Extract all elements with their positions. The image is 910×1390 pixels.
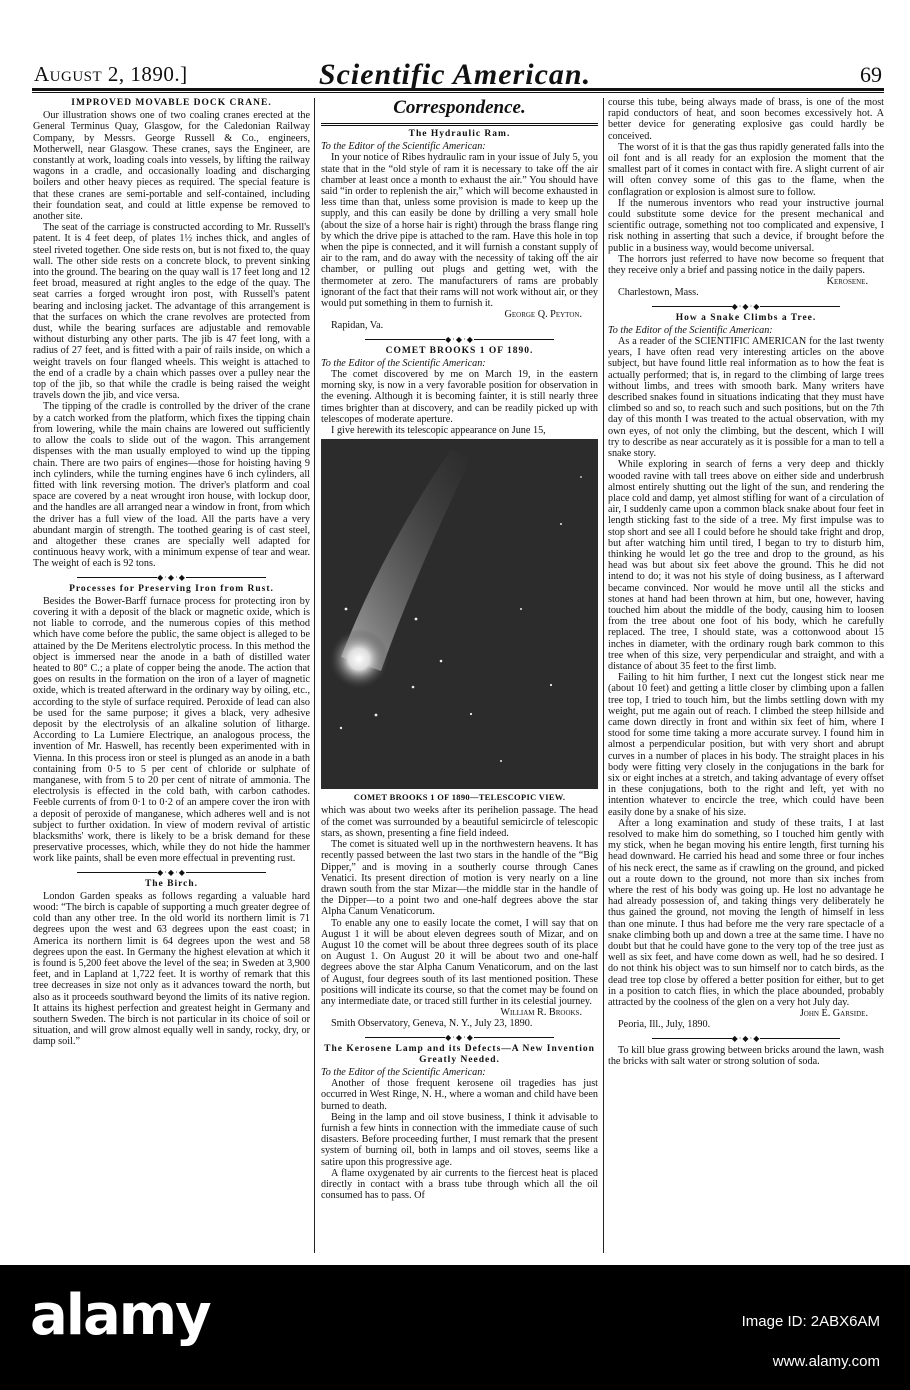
- column-middle: [321, 97, 598, 1201]
- paragraph: Being in the lamp and oil stove business, I think it advisable to furnish a few hints in connection with the immediate cause of such disasters. Before proceeding further, I must remark that the present system of burning oil, both in lamps and oil stoves, seems like a satire upon this progressive age.: [321, 1111, 598, 1168]
- ornament-divider: ◆·◆·◆: [33, 573, 310, 582]
- watermark-url: www.alamy.com: [772, 1353, 880, 1370]
- paragraph: After a long examination and study of these traits, I at last resolved to make him do something, so I touched him gently with my stick, when he began moving his entire length, first turning his head downward. He carried his head and some three or four inches of his neck erect, the same as if crawling on the ground, and picked out a route down to the ground, not more than six inches from where the rest of his body was going up. He lost no advantage he had already possession of, and taking things very deliberately he thus gained the ground, not moving the length of himself in less than one minute. I thus had before me the very rare spectacle of a snake climbing both up and down a tree at the same time. I have no doubt but that he could have gone to the very top of the tree just as well as six feet, and have come down as well, had he so desired. I do not think his object was to sun himself nor to catch birds, as the dead tree top close by offered a better position for either, but to get in a position to catch flies, in which the place abounded, probably attracted by the coolness of the glen on a very hot July day.: [608, 817, 884, 1009]
- header-rule: [32, 88, 884, 93]
- paragraph: The seat of the carriage is constructed according to Mr. Russell's patent. It is 4 feet deep, of plates 1½ inches thick, and angles of steel riveted together. One side rests on, but is not fixed to, the quay wall. The other side rests on a concrete block, to prevent sinking into the ground. The bearing on the quay wall is 17 feet long and 12 feet broad, measured at right angles to the edge of the quay. The seat carries a forged wrought iron post, with Russell's patent bearing and inclosing jacket. The advantage of this arrangement is that the surfaces on which the crane revolves are protected from dust, while the bearing surfaces are adjustable and removable without disturbing any other parts. The jib is 47 feet long, with a radius of 27 feet, and is fitted with a pair of rails inside, on which a weight travels on four flanged wheels. This weight is attached to the end of a cradle by a chain which passes over a pulley near the top of the jib, so that while the cradle is being raised the weight travels down the jib, and vice versa.: [33, 222, 310, 402]
- paragraph: course this tube, being always made of brass, is one of the most rapid conductors of heat, and soon becomes excessively hot. A better device for generating explosive gas could hardly be conceived.: [608, 97, 884, 142]
- paragraph: The horrors just referred to have now become so frequent that they receive only a brief and passing notice in the daily papers.: [608, 253, 884, 277]
- dateline: Charlestown, Mass.: [618, 287, 699, 299]
- dateline: Smith Observatory, Geneva, N. Y., July 23, 1890.: [331, 1018, 533, 1030]
- article-title-snake: How a Snake Climbs a Tree.: [675, 312, 817, 323]
- comet-head: [329, 629, 389, 689]
- ornament-divider: ◆·◆·◆: [321, 1033, 598, 1042]
- salutation: To the Editor of the Scientific American:: [608, 324, 773, 336]
- masthead-title: Scientific American.: [318, 58, 592, 91]
- signature: George Q. Peyton.: [504, 309, 582, 321]
- issue-date: August 2, 1890.]: [34, 62, 188, 86]
- signature: Kerosene.: [826, 276, 868, 288]
- paragraph: London Garden speaks as follows regarding a valuable hard wood: “The birch is capable of supporting a much greater degree of cold than any other tree. In the old world its northern limit is 71 degrees upon the west and 63 degrees upon the east coast; in America its northern limit is 64 degrees upon the west and 58 degrees upon the east. In Germany the highest elevation at which it is found is 5,200 feet above the level of the sea; in Sweden at 3,900 feet, and in Lapland at 1,722 feet. It is worthy of remark that this tree decreases in size not only as it advances toward the north, but also as it proceeds southward beyond the limits of its native region. It attains its highest perfection and greatest height in Germany and southern Sweden. The birch is not particular in its choice of soil or situation, and will grow almost equally well in sandy, rocky, dry, or damp soil.”: [33, 890, 310, 1048]
- ornament-divider: ◆·◆·◆: [608, 1034, 884, 1043]
- paragraph: As a reader of the SCIENTIFIC AMERICAN for the last twenty years, I have often read very interesting articles on the above subject, but have found little real information as to how the feat is actually performed; that is, in regard to the climbing of large trees without limbs, and trees with smooth bark. Many writers have described snakes found in situations indicating that they must have climbed so and so, to reach such and such positions, but on the 7th day of this month I was treated to the actual observation, with my own eyes, of not only the climbing, but the descent, which I will try to describe as near accurately as it is possible for a man to tell a snake story.: [608, 336, 884, 460]
- paragraph: The comet is situated well up in the northwestern heavens. It has recently passed between the last two stars in the handle of the “Big Dipper,” and is moving in a southerly course through Canes Venatici. Its present direction of motion is very nearly on a line drawn south from the star Mizar—the middle star in the handle of the Dipper—to a point two and one-half degrees above the star Alpha Canum Venaticorum.: [321, 839, 598, 918]
- salutation: To the Editor of the Scientific American:: [321, 357, 486, 369]
- column-right: [608, 97, 884, 1067]
- signature: John E. Garside.: [799, 1008, 868, 1020]
- article-title-crane: IMPROVED MOVABLE DOCK CRANE.: [71, 98, 272, 108]
- dateline: Rapidan, Va.: [331, 320, 384, 332]
- article-title-kerosene: The Kerosene Lamp and its Defects—A New Invention Greatly Needed.: [324, 1043, 595, 1065]
- alamy-logo: alamy: [30, 1283, 210, 1348]
- dateline: Peoria, Ill., July, 1890.: [618, 1019, 711, 1031]
- article-title-comet: COMET BROOKS 1 OF 1890.: [385, 345, 534, 356]
- column-left: [33, 97, 310, 1048]
- paragraph: To kill blue grass growing between bricks around the lawn, wash the bricks with salt water or strong solution of soda.: [608, 1044, 884, 1067]
- ornament-divider: ◆·◆·◆: [608, 302, 884, 311]
- figure-caption: COMET BROOKS 1 OF 1890—TELESCOPIC VIEW.: [353, 792, 566, 803]
- watermark-banner: [0, 1265, 910, 1390]
- ornament-divider: ◆·◆·◆: [321, 335, 598, 344]
- paragraph: Besides the Bower-Barff furnace process for protecting iron by covering it with a deposit of the black or magnetic oxide, which is not liable to corrode, and the numerous copies of this method which have come before the public, the same object is alleged to be attained by the De Meritens electrolytic process. In this method the object is immersed near the anode in a bath of distilled water heated to 80° C.; a plate of copper being the anode. The action that goes on results in the formation on the iron of a layer of magnetic oxide, which is treated afterward in the ordinary way by oiling, etc., according to the style of surface required. Peroxide of lead can also be used for the same purpose; it gives a black, very adhesive deposit by the electrolysis of an alkaline solution of litharge. According to La Lumiere Electrique, an analogous process, the invention of Mr. Haswell, has recently been experimented with in Vienna. In this process iron or steel is plunged as an anode in a bath containing from 0·5 to 5 per cent of chloride or sulphate of manganese, with from 5 to 20 per cent of nitrate of ammonia. The electrolysis is effected in the cold bath, with carbon cathodes. Feeble currents of from 0·1 to 0·2 of an ampere cover the iron with a deposit of peroxide of manganese, which adheres well and is not subject to further oxidation. In view of modern revival of artistic blacksmiths' work, there is likely to be a brisk demand for these preservative processes, which, while they do not hide the hammer work like paints, shall be even more effectual in preventing rust.: [33, 595, 310, 865]
- paragraph: Another of those frequent kerosene oil tragedies has just occurred in West Ringe, N. H., where a woman and child have been burned to death.: [321, 1078, 598, 1112]
- salutation: To the Editor of the Scientific American:: [321, 141, 486, 153]
- image-id: Image ID: 2ABX6AM: [741, 1313, 880, 1330]
- paragraph: In your notice of Ribes hydraulic ram in your issue of July 5, you state that in the “old style of ram it is necessary to take off the air chamber at least once a month to exhaust the air.” You should have said “in order to replenish the air,” which will become exhausted in less time than that, unless some provision is made to keep up the supply, and this can easily be done by drilling a very small hole (about the size of a horse hair is right) through the brass flange ring by which the drive pipe is attached to the ram. Have this hole in top when the pipe is connected, and it will furnish a constant supply of air to the ram, and do away with the necessity of taking off the air chamber, or pulling out plugs and getting wet, with the thermometer at zero. The manufacturers of rams are probably ignorant of the fact that their rams will not work without air, or they would put something in them to furnish it.: [321, 152, 598, 310]
- salutation: To the Editor of the Scientific American:: [321, 1066, 486, 1078]
- article-title-rust: Processes for Preserving Iron from Rust.: [69, 583, 274, 594]
- page-number: 69: [860, 62, 882, 87]
- paragraph: To enable any one to easily locate the comet, I will say that on August 1 it will be about eleven degrees south of Mizar, and on August 10 the comet will be about three degrees south of its place on August 1. On August 20 it will be about two and one-half degrees above the star Alpha Canum Venaticorum, and on the last of August, four degrees south of its last mentioned position. These positions will indicate its course, so that the comet may be found on any intermediate date, or traced still further in its celestial journey.: [321, 917, 598, 1007]
- paragraph: The tipping of the cradle is controlled by the driver of the crane by a catch worked from the platform, which fixes the tipping chain from lowering, while the main chains are lowered out sufficiently to allow the coals to slide out of the wagon. This arrangement dispenses with the man usually employed to wind up the tipping chain. There are two pairs of engines—those for hoisting having 9 inch cylinders, while the turning engines have 6 inch cylinders, all fitted with link reversing motion. The driver's platform and coal space are covered by a neat wrought iron house, with lockup door, and the handles are all arranged near a window in front, from which the driver has a full view of the load. All the parts have a very abundant margin of strength. The toothed gearing is of cast steel, and altogether these cranes are specially well adapted for continuous heavy work, with a minimum expense of tear and wear. The weight of each is 92 tons.: [33, 401, 310, 570]
- column-divider: [314, 98, 315, 1253]
- paragraph: Our illustration shows one of two coaling cranes erected at the General Terminus Quay, Glasgow, for the Caledonian Railway Company, by Messrs. George Russell & Co., engineers, Motherwell, near Glasgow. These cranes, says the Engineer, are constantly at work, loading coals into vessels, by lifting the railway wagons in a cradle, and occasionally loading and discharging boilers and other heavy pieces as required. The special feature is that these cranes are semi-portable and self-contained, including their foundation seat, and could at little expense be removed to another site.: [33, 110, 310, 223]
- article-title-ram: The Hydraulic Ram.: [408, 129, 511, 139]
- ornament-divider: ◆·◆·◆: [33, 868, 310, 877]
- signature: William R. Brooks.: [500, 1007, 582, 1019]
- paragraph: The worst of it is that the gas thus rapidly generated falls into the oil font and is all ready for an explosion the moment that the smallest part of it comes in contact with fire. A slight current of air will often convey some of this gas to the flame, when the conflagration or explosion is almost sure to follow.: [608, 141, 884, 198]
- paragraph: which was about two weeks after its perihelion passage. The head of the comet was surrounded by a beautiful semicircle of telescopic stars, as shown, presenting a fine field indeed.: [321, 805, 598, 839]
- paragraph: The comet discovered by me on March 19, in the eastern morning sky, is now in a very favorable position for observation in the evening. Although it is becoming fainter, it is still nearly three times brighter than at discovery, and can be readily picked up with telescopes of moderate aperture.: [321, 369, 598, 425]
- paragraph: A flame oxygenated by air currents to the fiercest heat is placed directly in contact with a brass tube through which all the oil consumed has to pass. Of: [321, 1167, 598, 1202]
- paragraph: If the numerous inventors who read your instructive journal could substitute some device for the present mechanical and scientific outrage, something not too complicated and expensive, I risk nothing in asserting that such a device, if brought before the public in a business way, would become universal.: [608, 197, 884, 254]
- paragraph: While exploring in search of ferns a very deep and thickly wooded ravine with tall trees above on either side and underbrush almost entirely shutting out the light of the sun, and rendering the place cold and damp, yet almost stifling for want of a circulation of air, I suddenly came upon a common black snake about four feet in length sticking fast to the side of a tree. My first impulse was to stop short and see all I could before he should take fright and drop, but after watching him until tired, I began to try to disturb him, thinking he would let go the tree and drop to the ground, as his head was but about six feet above the ground. This he did not intend to do; it was not his style of doing business, as I afterward became convinced. Nor would he move until all the sticks and stones at hand had been thrown at him, but one, however, having touched him about the middle of the body, causing him to loosen from the tree about one foot of his body, which he carefully replaced. The tree, I should state, was a cottonwood about 15 inches in diameter, with the ordinary rough bark common to this tree when of this size, very perpendicular and straight, and with a distance of about 35 feet to the first limb.: [608, 459, 884, 672]
- comet-illustration: [321, 439, 598, 789]
- article-title-birch: The Birch.: [144, 878, 199, 889]
- paragraph: I give herewith its telescopic appearance on June 15,: [331, 425, 546, 437]
- column-divider: [603, 98, 604, 1253]
- paragraph: Failing to hit him further, I next cut the longest stick near me (about 10 feet) and getting a little closer by climbing upon a fallen tree top, I tried to touch him, but the limbs settling down with my weight, put me again out of reach. I climbed the steep hillside and came down directly in front and within six feet of him, where I stood for some time taking a more accurate survey. I found him in almost a perpendicular position, but with very short and abrupt curves in a number of places in his body. The straight places in his body were fitting very closely in the conjugations in the bark for six or eight inches at a stretch, and taking advantage of every offset in these conjugations, both to the right and left, yet with no intention whatever to encircle the tree, which could have been easily done by a snake of his size.: [608, 672, 884, 818]
- section-heading-correspondence: Correspondence.: [321, 97, 598, 126]
